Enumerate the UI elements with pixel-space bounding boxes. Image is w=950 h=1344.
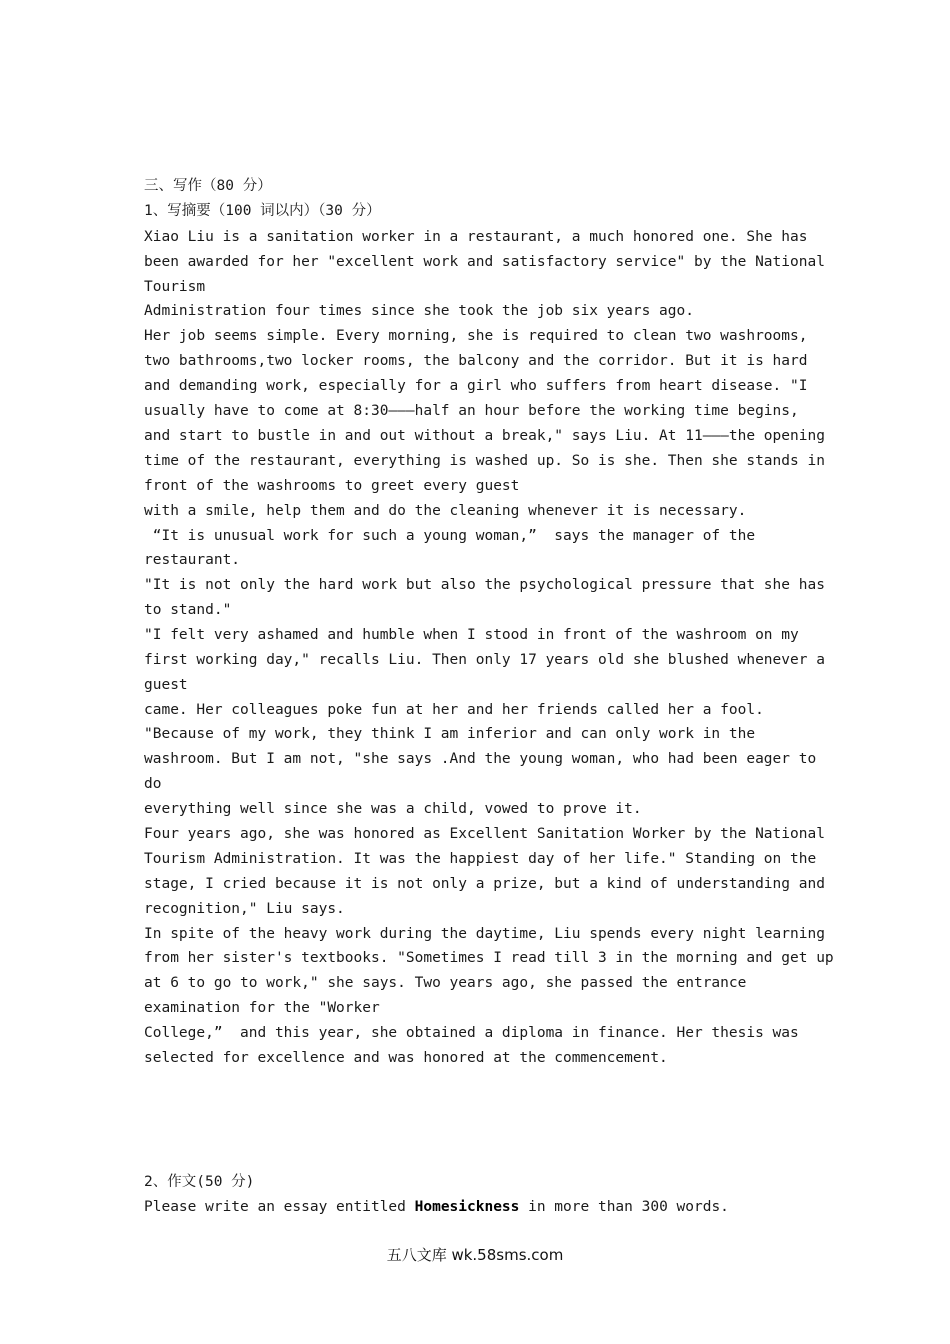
passage-line: Four years ago, she was honored as Excellent Sanitation Worker by the National [144, 826, 825, 842]
passage-line: been awarded for her "excellent work and satisfactory service" by the National [144, 254, 825, 270]
essay-prompt-before: Please write an essay entitled [144, 1199, 415, 1215]
essay-prompt [144, 1198, 729, 1216]
summary-task-heading: 1、写摘要（100 词以内）（30 分） [144, 203, 381, 219]
passage-line: "I felt very ashamed and humble when I stood in front of the washroom on my [144, 627, 799, 643]
passage-line: guest [144, 677, 188, 693]
passage-line: two bathrooms,two locker rooms, the balcony and the corridor. But it is hard [144, 353, 808, 369]
passage-line: "It is not only the hard work but also the psychological pressure that she has [144, 577, 825, 593]
passage-line: to stand." [144, 602, 232, 618]
passage-line: Administration four times since she took the job six years ago. [144, 303, 694, 319]
passage-line: washroom. But I am not, "she says .And the young woman, who had been eager to [144, 751, 817, 767]
essay-title: Homesickness [414, 1199, 520, 1215]
passage-line: everything well since she was a child, vowed to prove it. [144, 801, 642, 817]
footer-watermark: 五八文库 wk.58sms.com [386, 1246, 564, 1264]
passage-line: examination for the "Worker [144, 1000, 380, 1016]
section-heading: 三、写作（80 分） [144, 178, 272, 194]
passage-line: selected for excellence and was honored at the commencement. [144, 1050, 668, 1066]
passage-line: front of the washrooms to greet every guest [144, 478, 520, 494]
passage-line: time of the restaurant, everything is washed up. So is she. Then she stands in [144, 453, 825, 469]
passage-line: "Because of my work, they think I am inferior and can only work in the [144, 726, 756, 742]
passage-line: do [144, 776, 162, 792]
essay-task-heading: 2、作文(50 分) [144, 1174, 255, 1190]
passage-line: College,” and this year, she obtained a diploma in finance. Her thesis was [144, 1025, 799, 1041]
passage-line: with a smile, help them and do the cleaning whenever it is necessary. [144, 503, 747, 519]
passage-line: restaurant. [144, 552, 241, 568]
passage-line: usually have to come at 8:30———half an hour before the working time begins, [144, 403, 799, 419]
passage-line: came. Her colleagues poke fun at her and her friends called her a fool. [144, 702, 764, 718]
passage-line: Tourism Administration. It was the happiest day of her life." Standing on the [144, 851, 817, 867]
passage-line: at 6 to go to work," she says. Two years ago, she passed the entrance [144, 975, 747, 991]
passage-line: stage, I cried because it is not only a prize, but a kind of understanding and [144, 876, 825, 892]
passage-line: Her job seems simple. Every morning, she is required to clean two washrooms, [144, 328, 808, 344]
passage-line: Xiao Liu is a sanitation worker in a restaurant, a much honored one. She has [144, 229, 808, 245]
passage-line: first working day," recalls Liu. Then only 17 years old she blushed whenever a [144, 652, 825, 668]
passage-line: In spite of the heavy work during the daytime, Liu spends every night learning [144, 926, 825, 942]
passage-line: recognition," Liu says. [144, 901, 345, 917]
passage-line: Tourism [144, 279, 206, 295]
passage-line: and start to bustle in and out without a break," says Liu. At 11———the opening [144, 428, 825, 444]
passage-line: “It is unusual work for such a young woman,” says the manager of the [144, 528, 756, 544]
essay-prompt-after: in more than 300 words. [519, 1199, 729, 1215]
passage-line: from her sister's textbooks. "Sometimes I read till 3 in the morning and get up [144, 950, 834, 966]
passage-line: and demanding work, especially for a girl who suffers from heart disease. "I [144, 378, 808, 394]
